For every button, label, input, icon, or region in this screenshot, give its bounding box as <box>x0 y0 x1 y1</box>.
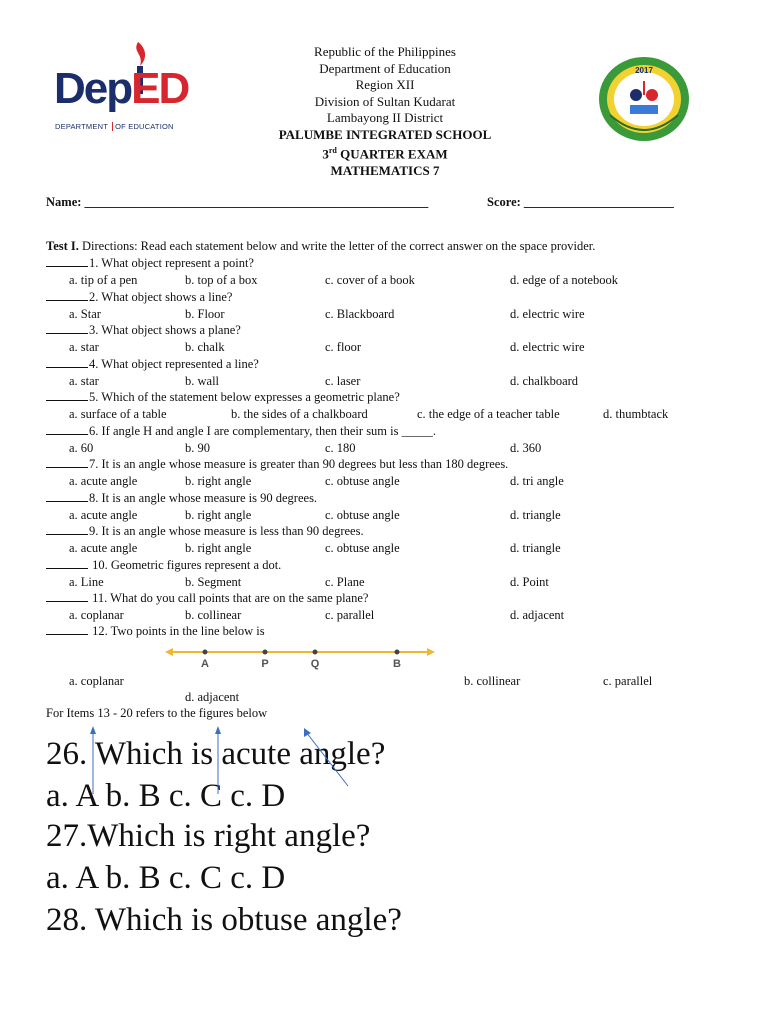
answer-blank[interactable] <box>46 389 88 401</box>
school-seal <box>596 55 692 145</box>
choice-c: c. parallel <box>325 608 375 622</box>
left-arrowhead-icon <box>165 648 173 656</box>
question-text: 9. It is an angle whose measure is less than 90 degrees. <box>89 524 364 538</box>
point-label-b: B <box>393 658 401 670</box>
question-4 <box>46 356 259 372</box>
score-field[interactable]: ________________________ <box>523 195 674 209</box>
point-q <box>313 650 318 655</box>
choice-b: b. right angle <box>185 474 252 488</box>
choice-c: c. floor <box>325 340 362 354</box>
choices-27: a. A b. B c. C c. D <box>46 860 286 896</box>
deped-sub-2: OF EDUCATION <box>112 122 174 131</box>
choice-b: b. right angle <box>185 541 252 555</box>
test-title: Test I. <box>46 239 79 253</box>
choice-b: b. collinear <box>464 674 521 688</box>
choice-a: a. acute angle <box>69 474 138 488</box>
point-label-q: Q <box>310 658 320 670</box>
choice-d: d. chalkboard <box>510 374 579 388</box>
question-8 <box>46 490 317 506</box>
choice-a: a. star <box>69 374 99 388</box>
figures-note: For Items 13 - 20 refers to the figures below <box>46 706 268 720</box>
directions-text: Directions: Read each statement below and write the letter of the correct answer on the space provider. <box>78 239 596 253</box>
question-12 <box>46 623 265 639</box>
choice-c: c. cover of a book <box>325 273 415 287</box>
choice-c: c. obtuse angle <box>325 541 400 555</box>
number-line-figure <box>165 645 435 671</box>
quarter-title <box>230 143 540 163</box>
question-7 <box>46 456 508 472</box>
choice-d: d. triangle <box>510 541 561 555</box>
answer-blank[interactable] <box>46 490 88 502</box>
answer-blank[interactable] <box>46 356 88 368</box>
choice-a: a. star <box>69 340 99 354</box>
choice-a: a. surface of a table <box>69 407 167 421</box>
question-text: 12. Two points in the line below is <box>89 624 265 638</box>
question-6 <box>46 423 436 439</box>
quarter-num: 3 <box>322 146 329 162</box>
choice-c: c. parallel <box>603 674 653 688</box>
choice-d: d. edge of a notebook <box>510 273 618 287</box>
answer-blank[interactable] <box>46 255 88 267</box>
choice-c: c. Blackboard <box>325 307 395 321</box>
choice-d: d. thumbtack <box>603 407 669 421</box>
choice-b: b. top of a box <box>185 273 258 287</box>
point-a <box>203 650 208 655</box>
header-block <box>230 44 540 179</box>
choice-d: d. triangle <box>510 508 561 522</box>
header-line-3: Region XII <box>355 77 415 92</box>
question-text: 5. Which of the statement below expresses a geometric plane? <box>89 390 400 404</box>
choices-26: a. A b. B c. C c. D <box>46 778 286 814</box>
answer-blank[interactable] <box>46 289 88 301</box>
choice-d: d. electric wire <box>510 340 585 354</box>
question-5 <box>46 389 400 405</box>
right-arrowhead-icon <box>427 648 435 656</box>
question-26: 26. Which is acute angle? <box>46 736 386 772</box>
choice-b: b. Segment <box>185 575 242 589</box>
choice-a: a. Line <box>69 575 104 589</box>
choice-c: c. Plane <box>325 575 365 589</box>
quarter-label: QUARTER EXAM <box>336 146 448 162</box>
choice-b: b. right angle <box>185 508 252 522</box>
deped-text-ed: ED <box>131 64 189 113</box>
question-text: 1. What object represent a point? <box>89 256 254 270</box>
question-text: 11. What do you call points that are on the same plane? <box>89 591 369 605</box>
header-line-4: Division of Sultan Kudarat <box>314 93 456 109</box>
question-text: 4. What object represented a line? <box>89 357 259 371</box>
test-directions <box>46 238 595 254</box>
seal-year: 2017 <box>635 66 653 75</box>
choice-b: b. wall <box>185 374 220 388</box>
arrow-up-icon <box>215 726 221 734</box>
choice-c: c. 180 <box>325 441 356 455</box>
choice-a: a. Star <box>69 307 101 321</box>
answer-blank[interactable] <box>46 590 88 602</box>
name-label: Name: <box>46 195 82 209</box>
question-1 <box>46 255 254 271</box>
deped-wordmark <box>54 64 188 114</box>
choice-d: d. Point <box>510 575 549 589</box>
question-text: 10. Geometric figures represent a dot. <box>89 558 282 572</box>
deped-subtitle <box>55 122 174 131</box>
score-row <box>487 194 674 210</box>
question-text: 8. It is an angle whose measure is 90 degrees. <box>89 491 318 505</box>
question-27: 27.Which is right angle? <box>46 818 371 854</box>
choice-d: d. tri angle <box>510 474 564 488</box>
subject-title: MATHEMATICS 7 <box>330 162 440 178</box>
header-line-1: Republic of the Philippines <box>314 44 456 59</box>
choice-a: a. acute angle <box>69 508 138 522</box>
question-9 <box>46 523 364 539</box>
figure-arrows <box>80 724 360 804</box>
arrow-line-3 <box>306 732 348 786</box>
name-row <box>46 194 428 210</box>
answer-blank[interactable] <box>46 423 88 435</box>
choice-a: a. acute angle <box>69 541 138 555</box>
header-line-2: Department of Education <box>319 60 451 76</box>
arrow-up-icon <box>90 726 96 734</box>
arrow-diagonal-icon <box>304 728 311 737</box>
point-p <box>263 650 268 655</box>
answer-blank[interactable] <box>46 456 88 468</box>
quarter-sup: rd <box>328 146 337 155</box>
deped-sub-1: DEPARTMENT <box>55 122 108 131</box>
question-text: 7. It is an angle whose measure is greater than 90 degrees but less than 180 degrees. <box>89 457 509 471</box>
choice-a: a. coplanar <box>69 674 124 688</box>
question-text: 3. What object shows a plane? <box>89 323 241 337</box>
header-line-5: Lambayong II District <box>326 110 444 125</box>
choice-b: b. collinear <box>185 608 242 622</box>
question-11 <box>46 590 368 606</box>
choice-a: a. 60 <box>69 441 94 455</box>
question-2 <box>46 289 232 305</box>
choice-d: d. adjacent <box>510 608 565 622</box>
question-10 <box>46 557 281 573</box>
question-text: 2. What object shows a line? <box>89 290 233 304</box>
choice-d: d. 360 <box>510 441 542 455</box>
name-field[interactable]: _______________________________________________________ <box>84 195 429 209</box>
choice-c: c. obtuse angle <box>325 474 400 488</box>
deped-text-dep: Dep <box>54 64 132 113</box>
choice-b: b. 90 <box>185 441 210 455</box>
question-28: 28. Which is obtuse angle? <box>46 902 402 938</box>
choice-d: d. adjacent <box>185 690 240 704</box>
answer-blank[interactable] <box>46 523 88 535</box>
choice-a: a. coplanar <box>69 608 124 622</box>
school-name: PALUMBE INTEGRATED SCHOOL <box>278 126 492 142</box>
point-label-a: A <box>201 658 209 670</box>
deped-logo <box>52 40 189 135</box>
choice-b: b. Floor <box>185 307 225 321</box>
point-b <box>395 650 400 655</box>
answer-blank[interactable] <box>46 557 88 569</box>
choice-c: c. obtuse angle <box>325 508 400 522</box>
answer-blank[interactable] <box>46 322 88 334</box>
question-3 <box>46 322 241 338</box>
choice-b: b. chalk <box>185 340 225 354</box>
choice-c: c. the edge of a teacher table <box>417 407 560 421</box>
choice-b: b. the sides of a chalkboard <box>231 407 368 421</box>
score-label: Score: <box>487 195 521 209</box>
question-text: 6. If angle H and angle I are complementary, then their sum is _____. <box>89 424 436 438</box>
choice-d: d. electric wire <box>510 307 585 321</box>
answer-blank[interactable] <box>46 623 88 635</box>
choice-c: c. laser <box>325 374 361 388</box>
point-label-p: P <box>261 658 269 670</box>
choice-a: a. tip of a pen <box>69 273 138 287</box>
